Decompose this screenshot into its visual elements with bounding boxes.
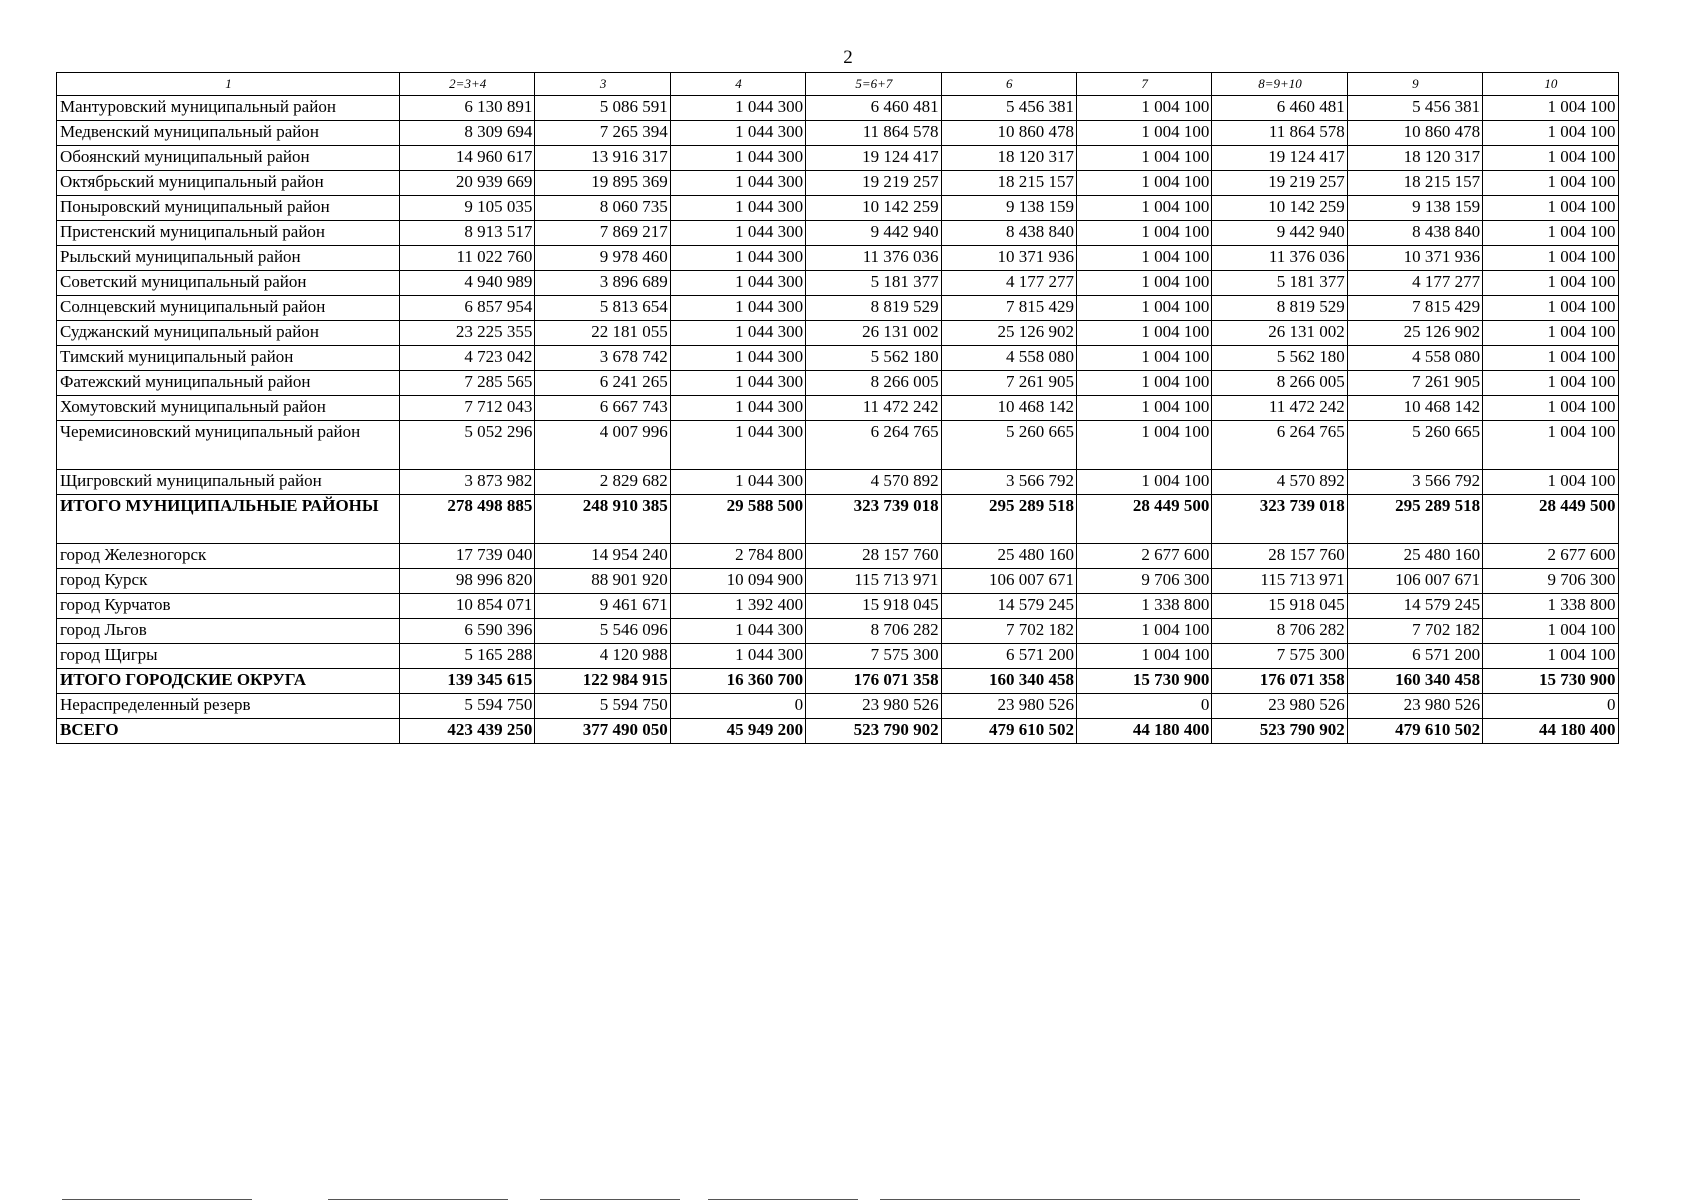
amount-cell: 1 004 100 <box>1076 196 1211 221</box>
amount-cell: 9 138 159 <box>1347 196 1482 221</box>
table-row <box>57 470 1619 495</box>
row-name-cell: город Курчатов <box>57 594 400 619</box>
row-name-cell: Фатежский муниципальный район <box>57 371 400 396</box>
amount-cell: 1 004 100 <box>1076 346 1211 371</box>
column-header: 3 <box>535 73 670 96</box>
amount-cell: 11 472 242 <box>806 396 941 421</box>
amount-cell: 18 215 157 <box>941 171 1076 196</box>
amount-cell: 115 713 971 <box>806 569 941 594</box>
amount-cell: 1 338 800 <box>1483 594 1618 619</box>
amount-cell: 377 490 050 <box>535 719 670 744</box>
amount-cell: 1 004 100 <box>1483 271 1618 296</box>
row-name-cell: Нераспределенный резерв <box>57 694 400 719</box>
amount-cell: 1 004 100 <box>1483 196 1618 221</box>
amount-cell: 7 869 217 <box>535 221 670 246</box>
amount-cell: 5 260 665 <box>1347 421 1482 470</box>
amount-cell: 7 702 182 <box>941 619 1076 644</box>
amount-cell: 0 <box>1483 694 1618 719</box>
amount-cell: 4 558 080 <box>1347 346 1482 371</box>
column-header: 7 <box>1076 73 1211 96</box>
column-header: 8=9+10 <box>1212 73 1347 96</box>
amount-cell: 8 819 529 <box>1212 296 1347 321</box>
amount-cell: 0 <box>670 694 805 719</box>
table-row <box>57 346 1619 371</box>
column-header: 6 <box>941 73 1076 96</box>
amount-cell: 25 126 902 <box>1347 321 1482 346</box>
amount-cell: 479 610 502 <box>1347 719 1482 744</box>
amount-cell: 1 004 100 <box>1076 296 1211 321</box>
amount-cell: 5 181 377 <box>1212 271 1347 296</box>
row-name-cell: ВСЕГО <box>57 719 400 744</box>
amount-cell: 10 468 142 <box>941 396 1076 421</box>
amount-cell: 14 960 617 <box>400 146 535 171</box>
amount-cell: 6 460 481 <box>1212 96 1347 121</box>
amount-cell: 10 860 478 <box>941 121 1076 146</box>
amount-cell: 1 004 100 <box>1483 146 1618 171</box>
amount-cell: 1 004 100 <box>1076 146 1211 171</box>
amount-cell: 6 130 891 <box>400 96 535 121</box>
amount-cell: 1 044 300 <box>670 246 805 271</box>
amount-cell: 1 004 100 <box>1483 221 1618 246</box>
amount-cell: 479 610 502 <box>941 719 1076 744</box>
total-row <box>57 495 1619 544</box>
table-row <box>57 171 1619 196</box>
amount-cell: 1 004 100 <box>1076 321 1211 346</box>
amount-cell: 11 376 036 <box>806 246 941 271</box>
amount-cell: 295 289 518 <box>1347 495 1482 544</box>
amount-cell: 28 157 760 <box>806 544 941 569</box>
amount-cell: 4 177 277 <box>1347 271 1482 296</box>
amount-cell: 1 004 100 <box>1483 371 1618 396</box>
amount-cell: 2 784 800 <box>670 544 805 569</box>
amount-cell: 7 265 394 <box>535 121 670 146</box>
amount-cell: 14 954 240 <box>535 544 670 569</box>
column-header: 10 <box>1483 73 1618 96</box>
amount-cell: 5 165 288 <box>400 644 535 669</box>
amount-cell: 6 571 200 <box>941 644 1076 669</box>
amount-cell: 19 219 257 <box>806 171 941 196</box>
amount-cell: 5 562 180 <box>1212 346 1347 371</box>
amount-cell: 1 044 300 <box>670 121 805 146</box>
amount-cell: 9 442 940 <box>1212 221 1347 246</box>
amount-cell: 11 864 578 <box>806 121 941 146</box>
amount-cell: 28 449 500 <box>1076 495 1211 544</box>
amount-cell: 1 004 100 <box>1483 470 1618 495</box>
amount-cell: 1 004 100 <box>1483 296 1618 321</box>
row-name-cell: Черемисиновский муниципальный район <box>57 421 400 470</box>
amount-cell: 23 980 526 <box>806 694 941 719</box>
amount-cell: 19 124 417 <box>806 146 941 171</box>
amount-cell: 115 713 971 <box>1212 569 1347 594</box>
amount-cell: 106 007 671 <box>1347 569 1482 594</box>
amount-cell: 1 004 100 <box>1483 396 1618 421</box>
amount-cell: 6 264 765 <box>806 421 941 470</box>
row-name-cell: Пристенский муниципальный район <box>57 221 400 246</box>
row-name-cell: Советский муниципальный район <box>57 271 400 296</box>
amount-cell: 4 558 080 <box>941 346 1076 371</box>
amount-cell: 1 044 300 <box>670 196 805 221</box>
amount-cell: 18 120 317 <box>941 146 1076 171</box>
amount-cell: 423 439 250 <box>400 719 535 744</box>
amount-cell: 9 138 159 <box>941 196 1076 221</box>
amount-cell: 323 739 018 <box>806 495 941 544</box>
amount-cell: 1 004 100 <box>1483 644 1618 669</box>
amount-cell: 7 575 300 <box>806 644 941 669</box>
row-name-cell: Медвенский муниципальный район <box>57 121 400 146</box>
amount-cell: 25 480 160 <box>941 544 1076 569</box>
column-number-row <box>57 73 1619 96</box>
amount-cell: 160 340 458 <box>941 669 1076 694</box>
table-row <box>57 146 1619 171</box>
table-row <box>57 296 1619 321</box>
table-row <box>57 694 1619 719</box>
page-number: 2 <box>843 47 853 68</box>
amount-cell: 1 004 100 <box>1076 121 1211 146</box>
table-row <box>57 96 1619 121</box>
amount-cell: 44 180 400 <box>1076 719 1211 744</box>
amount-cell: 106 007 671 <box>941 569 1076 594</box>
amount-cell: 11 472 242 <box>1212 396 1347 421</box>
amount-cell: 14 579 245 <box>1347 594 1482 619</box>
amount-cell: 4 570 892 <box>1212 470 1347 495</box>
amount-cell: 6 857 954 <box>400 296 535 321</box>
amount-cell: 1 044 300 <box>670 146 805 171</box>
amount-cell: 1 044 300 <box>670 619 805 644</box>
amount-cell: 7 575 300 <box>1212 644 1347 669</box>
amount-cell: 2 677 600 <box>1483 544 1618 569</box>
row-name-cell: Рыльский муниципальный район <box>57 246 400 271</box>
amount-cell: 10 371 936 <box>941 246 1076 271</box>
amount-cell: 5 594 750 <box>400 694 535 719</box>
amount-cell: 1 004 100 <box>1076 96 1211 121</box>
amount-cell: 19 219 257 <box>1212 171 1347 196</box>
amount-cell: 122 984 915 <box>535 669 670 694</box>
amount-cell: 176 071 358 <box>1212 669 1347 694</box>
row-name-cell: ИТОГО ГОРОДСКИЕ ОКРУГА <box>57 669 400 694</box>
amount-cell: 23 980 526 <box>1212 694 1347 719</box>
row-name-cell: Обоянский муниципальный район <box>57 146 400 171</box>
table-row <box>57 644 1619 669</box>
amount-cell: 4 007 996 <box>535 421 670 470</box>
amount-cell: 523 790 902 <box>1212 719 1347 744</box>
amount-cell: 1 004 100 <box>1076 396 1211 421</box>
amount-cell: 1 004 100 <box>1483 421 1618 470</box>
amount-cell: 25 126 902 <box>941 321 1076 346</box>
column-header: 4 <box>670 73 805 96</box>
budget-table <box>56 72 1619 744</box>
amount-cell: 1 004 100 <box>1076 271 1211 296</box>
amount-cell: 9 105 035 <box>400 196 535 221</box>
amount-cell: 10 371 936 <box>1347 246 1482 271</box>
amount-cell: 25 480 160 <box>1347 544 1482 569</box>
amount-cell: 1 044 300 <box>670 421 805 470</box>
amount-cell: 19 124 417 <box>1212 146 1347 171</box>
column-header: 5=6+7 <box>806 73 941 96</box>
table-row <box>57 121 1619 146</box>
row-name-cell: город Льгов <box>57 619 400 644</box>
amount-cell: 1 004 100 <box>1483 346 1618 371</box>
row-name-cell: город Железногорск <box>57 544 400 569</box>
amount-cell: 8 819 529 <box>806 296 941 321</box>
row-name-cell: город Щигры <box>57 644 400 669</box>
amount-cell: 10 854 071 <box>400 594 535 619</box>
amount-cell: 1 044 300 <box>670 396 805 421</box>
amount-cell: 26 131 002 <box>1212 321 1347 346</box>
amount-cell: 6 590 396 <box>400 619 535 644</box>
amount-cell: 9 706 300 <box>1076 569 1211 594</box>
amount-cell: 1 044 300 <box>670 221 805 246</box>
table-row <box>57 396 1619 421</box>
amount-cell: 7 261 905 <box>1347 371 1482 396</box>
amount-cell: 3 678 742 <box>535 346 670 371</box>
column-header: 1 <box>57 73 400 96</box>
amount-cell: 1 004 100 <box>1076 246 1211 271</box>
table-row <box>57 594 1619 619</box>
amount-cell: 1 044 300 <box>670 644 805 669</box>
amount-cell: 4 940 989 <box>400 271 535 296</box>
amount-cell: 1 004 100 <box>1076 371 1211 396</box>
row-name-cell: Мантуровский муниципальный район <box>57 96 400 121</box>
amount-cell: 8 266 005 <box>806 371 941 396</box>
table-row <box>57 321 1619 346</box>
amount-cell: 8 706 282 <box>806 619 941 644</box>
amount-cell: 45 949 200 <box>670 719 805 744</box>
amount-cell: 22 181 055 <box>535 321 670 346</box>
amount-cell: 11 864 578 <box>1212 121 1347 146</box>
amount-cell: 23 225 355 <box>400 321 535 346</box>
table-row <box>57 221 1619 246</box>
amount-cell: 28 449 500 <box>1483 495 1618 544</box>
amount-cell: 1 004 100 <box>1483 171 1618 196</box>
amount-cell: 5 052 296 <box>400 421 535 470</box>
amount-cell: 8 438 840 <box>941 221 1076 246</box>
amount-cell: 323 739 018 <box>1212 495 1347 544</box>
amount-cell: 4 177 277 <box>941 271 1076 296</box>
column-header: 2=3+4 <box>400 73 535 96</box>
row-name-cell: город Курск <box>57 569 400 594</box>
amount-cell: 1 004 100 <box>1076 171 1211 196</box>
amount-cell: 1 004 100 <box>1076 644 1211 669</box>
amount-cell: 1 004 100 <box>1483 246 1618 271</box>
amount-cell: 26 131 002 <box>806 321 941 346</box>
amount-cell: 6 264 765 <box>1212 421 1347 470</box>
column-header: 9 <box>1347 73 1482 96</box>
amount-cell: 1 004 100 <box>1076 221 1211 246</box>
amount-cell: 4 723 042 <box>400 346 535 371</box>
amount-cell: 15 730 900 <box>1076 669 1211 694</box>
table-row <box>57 619 1619 644</box>
amount-cell: 10 468 142 <box>1347 396 1482 421</box>
amount-cell: 1 004 100 <box>1483 96 1618 121</box>
amount-cell: 7 285 565 <box>400 371 535 396</box>
amount-cell: 1 044 300 <box>670 171 805 196</box>
amount-cell: 29 588 500 <box>670 495 805 544</box>
amount-cell: 1 392 400 <box>670 594 805 619</box>
amount-cell: 295 289 518 <box>941 495 1076 544</box>
amount-cell: 3 566 792 <box>1347 470 1482 495</box>
amount-cell: 7 261 905 <box>941 371 1076 396</box>
row-name-cell: Октябрьский муниципальный район <box>57 171 400 196</box>
amount-cell: 1 004 100 <box>1076 619 1211 644</box>
amount-cell: 7 815 429 <box>941 296 1076 321</box>
amount-cell: 17 739 040 <box>400 544 535 569</box>
amount-cell: 6 667 743 <box>535 396 670 421</box>
amount-cell: 278 498 885 <box>400 495 535 544</box>
amount-cell: 8 913 517 <box>400 221 535 246</box>
amount-cell: 3 566 792 <box>941 470 1076 495</box>
amount-cell: 160 340 458 <box>1347 669 1482 694</box>
row-name-cell: Поныровский муниципальный район <box>57 196 400 221</box>
table-row <box>57 271 1619 296</box>
amount-cell: 9 978 460 <box>535 246 670 271</box>
row-name-cell: Суджанский муниципальный район <box>57 321 400 346</box>
amount-cell: 3 896 689 <box>535 271 670 296</box>
amount-cell: 28 157 760 <box>1212 544 1347 569</box>
amount-cell: 8 309 694 <box>400 121 535 146</box>
table-row <box>57 246 1619 271</box>
amount-cell: 10 094 900 <box>670 569 805 594</box>
amount-cell: 3 873 982 <box>400 470 535 495</box>
row-name-cell: ИТОГО МУНИЦИПАЛЬНЫЕ РАЙОНЫ <box>57 495 400 544</box>
amount-cell: 19 895 369 <box>535 171 670 196</box>
table-row <box>57 196 1619 221</box>
amount-cell: 1 044 300 <box>670 271 805 296</box>
row-name-cell: Тимский муниципальный район <box>57 346 400 371</box>
amount-cell: 5 456 381 <box>941 96 1076 121</box>
amount-cell: 1 044 300 <box>670 371 805 396</box>
amount-cell: 5 813 654 <box>535 296 670 321</box>
amount-cell: 5 181 377 <box>806 271 941 296</box>
amount-cell: 23 980 526 <box>1347 694 1482 719</box>
amount-cell: 11 022 760 <box>400 246 535 271</box>
row-name-cell: Хомутовский муниципальный район <box>57 396 400 421</box>
amount-cell: 11 376 036 <box>1212 246 1347 271</box>
table-row <box>57 569 1619 594</box>
table-row <box>57 544 1619 569</box>
amount-cell: 6 241 265 <box>535 371 670 396</box>
amount-cell: 20 939 669 <box>400 171 535 196</box>
amount-cell: 523 790 902 <box>806 719 941 744</box>
amount-cell: 1 044 300 <box>670 96 805 121</box>
amount-cell: 7 815 429 <box>1347 296 1482 321</box>
amount-cell: 9 461 671 <box>535 594 670 619</box>
amount-cell: 16 360 700 <box>670 669 805 694</box>
row-name-cell: Солнцевский муниципальный район <box>57 296 400 321</box>
amount-cell: 13 916 317 <box>535 146 670 171</box>
amount-cell: 15 730 900 <box>1483 669 1618 694</box>
amount-cell: 1 004 100 <box>1483 121 1618 146</box>
amount-cell: 1 044 300 <box>670 296 805 321</box>
amount-cell: 6 460 481 <box>806 96 941 121</box>
amount-cell: 98 996 820 <box>400 569 535 594</box>
amount-cell: 4 570 892 <box>806 470 941 495</box>
amount-cell: 5 562 180 <box>806 346 941 371</box>
amount-cell: 1 338 800 <box>1076 594 1211 619</box>
amount-cell: 8 060 735 <box>535 196 670 221</box>
amount-cell: 18 120 317 <box>1347 146 1482 171</box>
amount-cell: 2 829 682 <box>535 470 670 495</box>
amount-cell: 8 706 282 <box>1212 619 1347 644</box>
amount-cell: 15 918 045 <box>806 594 941 619</box>
amount-cell: 0 <box>1076 694 1211 719</box>
amount-cell: 1 004 100 <box>1076 421 1211 470</box>
amount-cell: 139 345 615 <box>400 669 535 694</box>
amount-cell: 44 180 400 <box>1483 719 1618 744</box>
amount-cell: 1 044 300 <box>670 321 805 346</box>
amount-cell: 10 860 478 <box>1347 121 1482 146</box>
amount-cell: 15 918 045 <box>1212 594 1347 619</box>
amount-cell: 18 215 157 <box>1347 171 1482 196</box>
amount-cell: 7 702 182 <box>1347 619 1482 644</box>
total-row <box>57 669 1619 694</box>
total-row <box>57 719 1619 744</box>
amount-cell: 248 910 385 <box>535 495 670 544</box>
row-name-cell: Щигровский муниципальный район <box>57 470 400 495</box>
amount-cell: 1 004 100 <box>1483 619 1618 644</box>
amount-cell: 5 260 665 <box>941 421 1076 470</box>
amount-cell: 5 594 750 <box>535 694 670 719</box>
amount-cell: 1 044 300 <box>670 346 805 371</box>
amount-cell: 9 706 300 <box>1483 569 1618 594</box>
amount-cell: 10 142 259 <box>806 196 941 221</box>
amount-cell: 1 044 300 <box>670 470 805 495</box>
amount-cell: 23 980 526 <box>941 694 1076 719</box>
amount-cell: 1 004 100 <box>1076 470 1211 495</box>
amount-cell: 6 571 200 <box>1347 644 1482 669</box>
amount-cell: 10 142 259 <box>1212 196 1347 221</box>
amount-cell: 7 712 043 <box>400 396 535 421</box>
amount-cell: 88 901 920 <box>535 569 670 594</box>
amount-cell: 8 266 005 <box>1212 371 1347 396</box>
amount-cell: 176 071 358 <box>806 669 941 694</box>
amount-cell: 14 579 245 <box>941 594 1076 619</box>
amount-cell: 5 086 591 <box>535 96 670 121</box>
amount-cell: 1 004 100 <box>1483 321 1618 346</box>
table-row <box>57 371 1619 396</box>
amount-cell: 9 442 940 <box>806 221 941 246</box>
amount-cell: 4 120 988 <box>535 644 670 669</box>
amount-cell: 5 456 381 <box>1347 96 1482 121</box>
table-row <box>57 421 1619 470</box>
amount-cell: 2 677 600 <box>1076 544 1211 569</box>
amount-cell: 8 438 840 <box>1347 221 1482 246</box>
amount-cell: 5 546 096 <box>535 619 670 644</box>
